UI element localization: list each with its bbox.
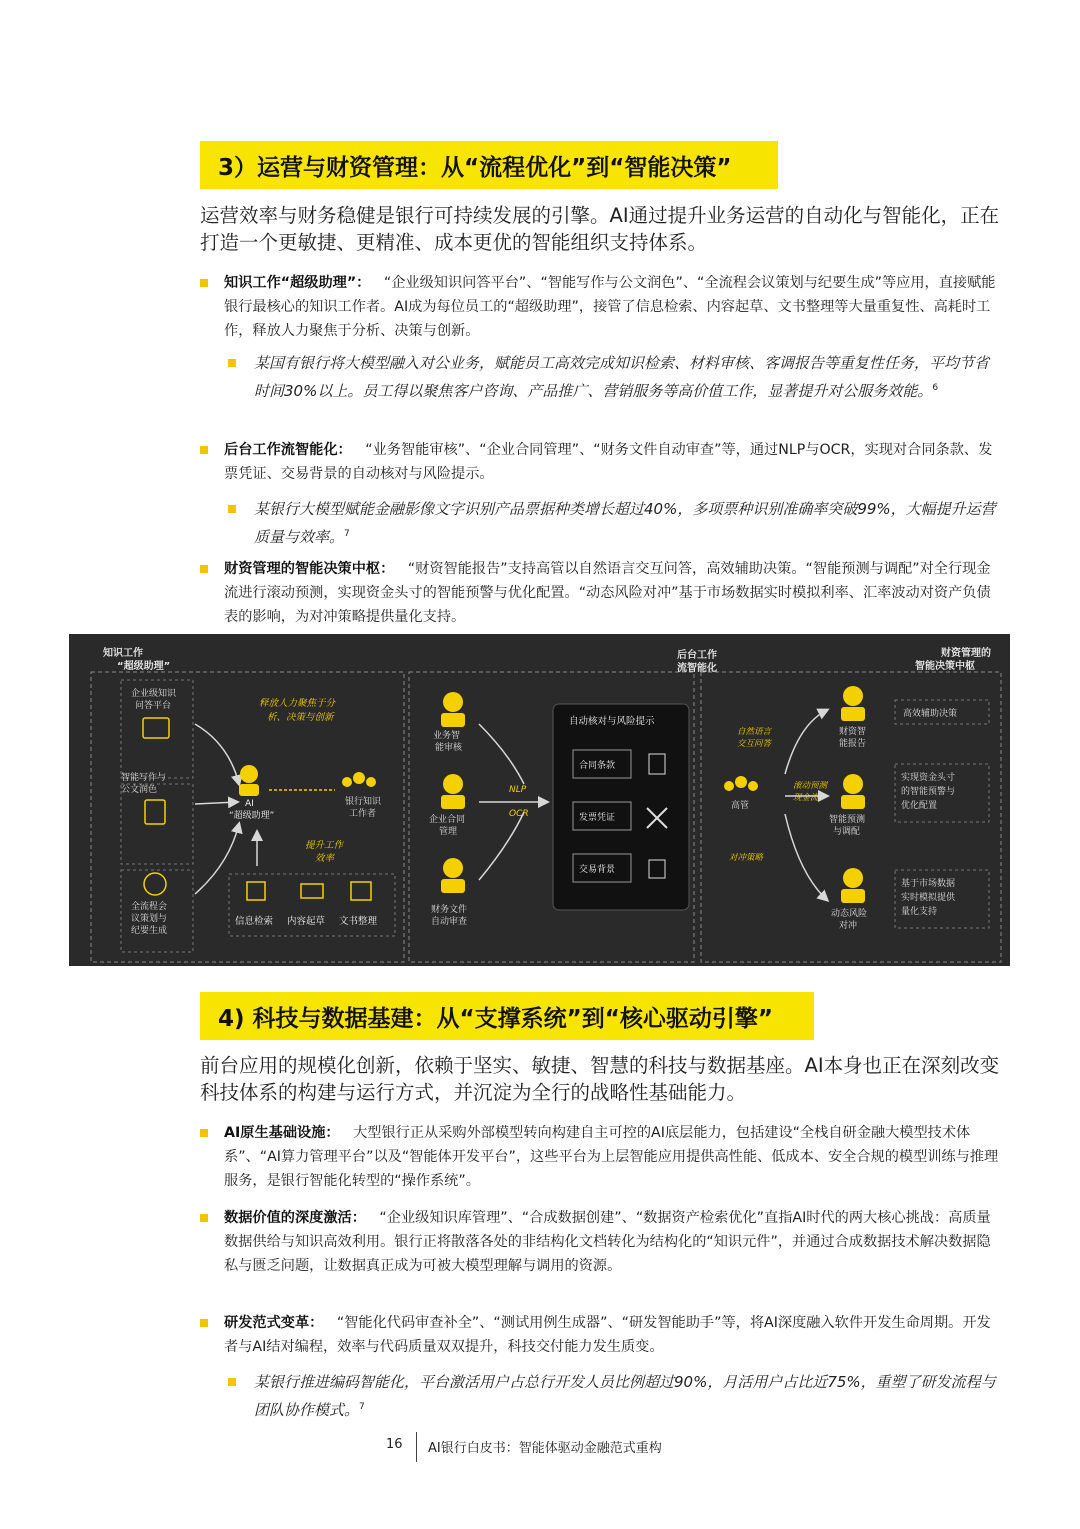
case-text: 某国有银行将大模型融入对公业务，赋能员工高效完成知识检索、材料审核、客调报告等重复性任务，平均节省时间30%以上。员工得以聚焦客户咨询、产品推广、营销服务等高价值工作，显著提升对公服务效能。 — [254, 354, 990, 400]
auto-box-title: 自动核对与风险提示 — [569, 716, 655, 727]
right-node-risk-2: 对冲 — [839, 921, 858, 931]
section-4-heading: 4) 科技与数据基建：从“支撑系统”到“核心驱动引擎” — [200, 992, 814, 1040]
node-qa-1: 企业级知识 — [131, 689, 177, 699]
page-number: 16 — [386, 1437, 403, 1452]
square-bullet-icon — [228, 1378, 236, 1386]
mid-node-review-2: 能审核 — [435, 743, 463, 753]
qa-screen-icon — [143, 718, 169, 738]
mid-title-2: 流智能化 — [677, 663, 717, 674]
section-3-intro: 运营效率与财务稳健是银行可持续发展的引擎。AI通过提升业务运营的自动化与智能化，正在打造一个更敏捷、更精准、成本更优的智能组织支持体系。 — [200, 204, 1000, 254]
item-label: 财资管理的智能决策中枢： — [224, 561, 395, 577]
right-node-risk-1: 动态风险 — [831, 909, 868, 919]
item-label: 知识工作“超级助理”： — [224, 275, 371, 291]
right-title-1: 财资管理的 — [941, 648, 991, 659]
archive-icon — [351, 882, 371, 900]
report-person-icon — [843, 686, 863, 706]
writing-doc-icon — [145, 800, 165, 824]
staff-1: 银行知识 — [345, 797, 382, 807]
nl-qa-2: 交互问答 — [737, 739, 772, 749]
section-3-case-1 — [228, 351, 998, 404]
section-3-case-2 — [228, 497, 998, 550]
page-footer — [0, 1432, 1080, 1462]
node-writing-2: 公文润色 — [121, 785, 158, 795]
auto-item-1: 合同条款 — [579, 761, 616, 771]
right-node-report-2: 能报告 — [839, 739, 867, 749]
right-node-forecast-1: 智能预测 — [829, 815, 866, 825]
ai-center-2: “超级助理” — [229, 811, 275, 821]
node-qa-2: 问答平台 — [135, 701, 172, 711]
mid-node-review-1: 业务智 — [433, 731, 461, 741]
square-bullet-icon — [200, 279, 208, 287]
square-bullet-icon — [200, 1319, 208, 1327]
forecast-person-icon — [843, 774, 863, 794]
section-4-item-data — [200, 1206, 1000, 1278]
square-bullet-icon — [200, 1129, 208, 1137]
staff-2: 工作者 — [349, 809, 377, 819]
square-bullet-icon — [228, 505, 236, 513]
right-title-2: 智能决策中枢 — [915, 661, 975, 672]
footer-title: AI银行白皮书：智能体驱动金融范式重构 — [428, 1441, 662, 1456]
rolling-2: 现金流 — [793, 793, 819, 803]
right-desc-forecast-3: 优化配置 — [901, 801, 938, 811]
section-4-case-1 — [228, 1370, 998, 1423]
item-label: 研发范式变革： — [224, 1315, 324, 1331]
item-label: 后台工作流智能化： — [224, 442, 352, 458]
mid-node-contract-1: 企业合同 — [429, 815, 466, 825]
worker-icon-3 — [443, 858, 463, 878]
right-desc-forecast-2: 的智能预警与 — [901, 787, 956, 797]
nl-qa-1: 自然语言 — [737, 727, 772, 737]
right-node-report-1: 财资智 — [839, 727, 867, 737]
footer-divider — [416, 1432, 417, 1462]
right-desc-risk-3: 量化支持 — [901, 907, 938, 917]
efficiency-2: 效率 — [315, 853, 335, 864]
section-3-item-treasury — [200, 557, 1000, 629]
task-3: 文书整理 — [339, 916, 378, 927]
worker-icon-1 — [443, 692, 463, 712]
item-text: 大型银行正从采购外部模型转向构建自主可控的AI底层能力，包括建设“全栈自研金融大模型技术体系”、“AI算力管理平台”以及“智能体开发平台”，这些平台为上层智能应用提供高性能、低成本、安全合规的模型训练与推理服务，是银行智能化转型的“操作系统”。 — [224, 1125, 999, 1189]
item-text: “企业级知识库管理”、“合成数据创建”、“数据资产检索优化”直指AI时代的两大核心挑战：高质量数据供给与知识高效利用。银行正将散落各处的非结构化文档转化为结构化的“知识元件”，并通过合成数据技术解决数据隐私与匮乏问题，让数据真正成为可被大模型理解与调用的资源。 — [224, 1210, 991, 1274]
staff-group-icon — [353, 772, 365, 784]
rolling-1: 滚动预测 — [793, 781, 828, 791]
node-writing-1: 智能写作与 — [121, 773, 167, 783]
release-note-1: 释放人力聚焦于分 — [259, 698, 336, 709]
item-text: “财资智能报告”支持高管以自然语言交互问答，高效辅助决策。“智能预测与调配”对全行现金流进行滚动预测，实现资金头寸的智能预警与优化配置。“动态风险对冲”基于市场数据实时模拟利率、汇率波动对资产负债表的影响，为对冲策略提供量化支持。 — [224, 561, 991, 625]
square-bullet-icon — [200, 1214, 208, 1222]
exec-label: 高管 — [731, 801, 750, 811]
operations-diagram — [69, 634, 1010, 966]
section-3-item-backoffice — [200, 438, 1000, 486]
risk-person-icon — [843, 868, 863, 888]
item-label: AI原生基础设施： — [224, 1125, 340, 1141]
meeting-icon — [144, 873, 166, 895]
section-4-intro: 前台应用的规模化创新，依赖于坚实、敏捷、智慧的科技与数据基座。AI本身也正在深刻改变科技体系的构建与运行方式，并沉淀为全行的战略性基础能力。 — [200, 1054, 1000, 1104]
right-desc-risk-2: 实时模拟提供 — [901, 893, 956, 903]
ai-center-1: AI — [245, 799, 254, 809]
square-bullet-icon — [200, 446, 208, 454]
case-text: 某银行推进编码智能化，平台激活用户占总行开发人员比例超过90%，月活用户占比近75%，重塑了研发流程与团队协作模式。 — [254, 1373, 996, 1419]
mid-node-finance-1: 财务文件 — [431, 905, 468, 915]
auto-item-3: 交易背景 — [579, 865, 616, 875]
section-4-item-infra — [200, 1121, 1000, 1193]
hedge-label: 对冲策略 — [729, 853, 764, 863]
mid-node-finance-2: 自动审查 — [431, 917, 468, 927]
node-meeting-3: 纪要生成 — [131, 926, 168, 936]
left-title-2: “超级助理” — [117, 661, 171, 672]
draft-mail-icon — [301, 884, 323, 898]
mid-node-contract-2: 管理 — [439, 827, 458, 837]
right-node-forecast-2: 与调配 — [833, 827, 861, 837]
item-text: “企业级知识问答平台”、“智能写作与公文润色”、“全流程会议策划与纪要生成”等应用，直接赋能银行最核心的知识工作者。AI成为每位员工的“超级助理”，接管了信息检索、内容起草、文书整理等大量重复性、高耗时工作，释放人力聚焦于分析、决策与创新。 — [224, 275, 996, 339]
section-4-item-rnd — [200, 1311, 1000, 1359]
footnote-ref: 6 — [932, 383, 939, 393]
ai-person-icon — [240, 765, 258, 783]
task-1: 信息检索 — [235, 916, 274, 927]
mid-title-1: 后台工作 — [677, 650, 717, 661]
right-desc-risk-1: 基于市场数据 — [901, 879, 956, 889]
item-text: “智能化代码审查补全”、“测试用例生成器”、“研发智能助手”等，将AI深度融入软件开发生命周期。开发者与AI结对编程，效率与代码质量双双提升，科技交付能力发生质变。 — [224, 1315, 991, 1355]
right-desc-report: 高效辅助决策 — [903, 709, 958, 719]
efficiency-1: 提升工作 — [305, 840, 344, 851]
nlp-label: NLP — [509, 785, 527, 795]
right-desc-forecast-1: 实现资金头寸 — [901, 773, 956, 783]
auto-item-2: 发票凭证 — [579, 813, 616, 823]
square-bullet-icon — [200, 565, 208, 573]
exec-group-icon — [735, 776, 747, 788]
release-note-2: 析、决策与创新 — [267, 712, 334, 723]
task-2: 内容起草 — [287, 916, 326, 927]
footnote-ref: 7 — [359, 1402, 365, 1412]
worker-icon-2 — [443, 774, 463, 794]
node-meeting-1: 全流程会 — [131, 902, 168, 912]
footnote-ref: 7 — [344, 529, 350, 539]
ocr-label: OCR — [509, 809, 529, 819]
item-text: “业务智能审核”、“企业合同管理”、“财务文件自动审查”等，通过NLP与OCR，实现对合同条款、发票凭证、交易背景的自动核对与风险提示。 — [224, 442, 993, 482]
section-3-item-knowledge — [200, 271, 1000, 343]
left-title-1: 知识工作 — [103, 648, 143, 659]
search-doc-icon — [247, 882, 265, 900]
item-label: 数据价值的深度激活： — [224, 1210, 366, 1226]
square-bullet-icon — [228, 359, 236, 367]
section-3-heading: 3）运营与财资管理：从“流程优化”到“智能决策” — [200, 141, 778, 189]
case-text: 某银行大模型赋能金融影像文字识别产品票据种类增长超过40%，多项票种识别准确率突破99%，大幅提升运营质量与效率。 — [254, 500, 996, 546]
node-meeting-2: 议策划与 — [131, 914, 168, 924]
